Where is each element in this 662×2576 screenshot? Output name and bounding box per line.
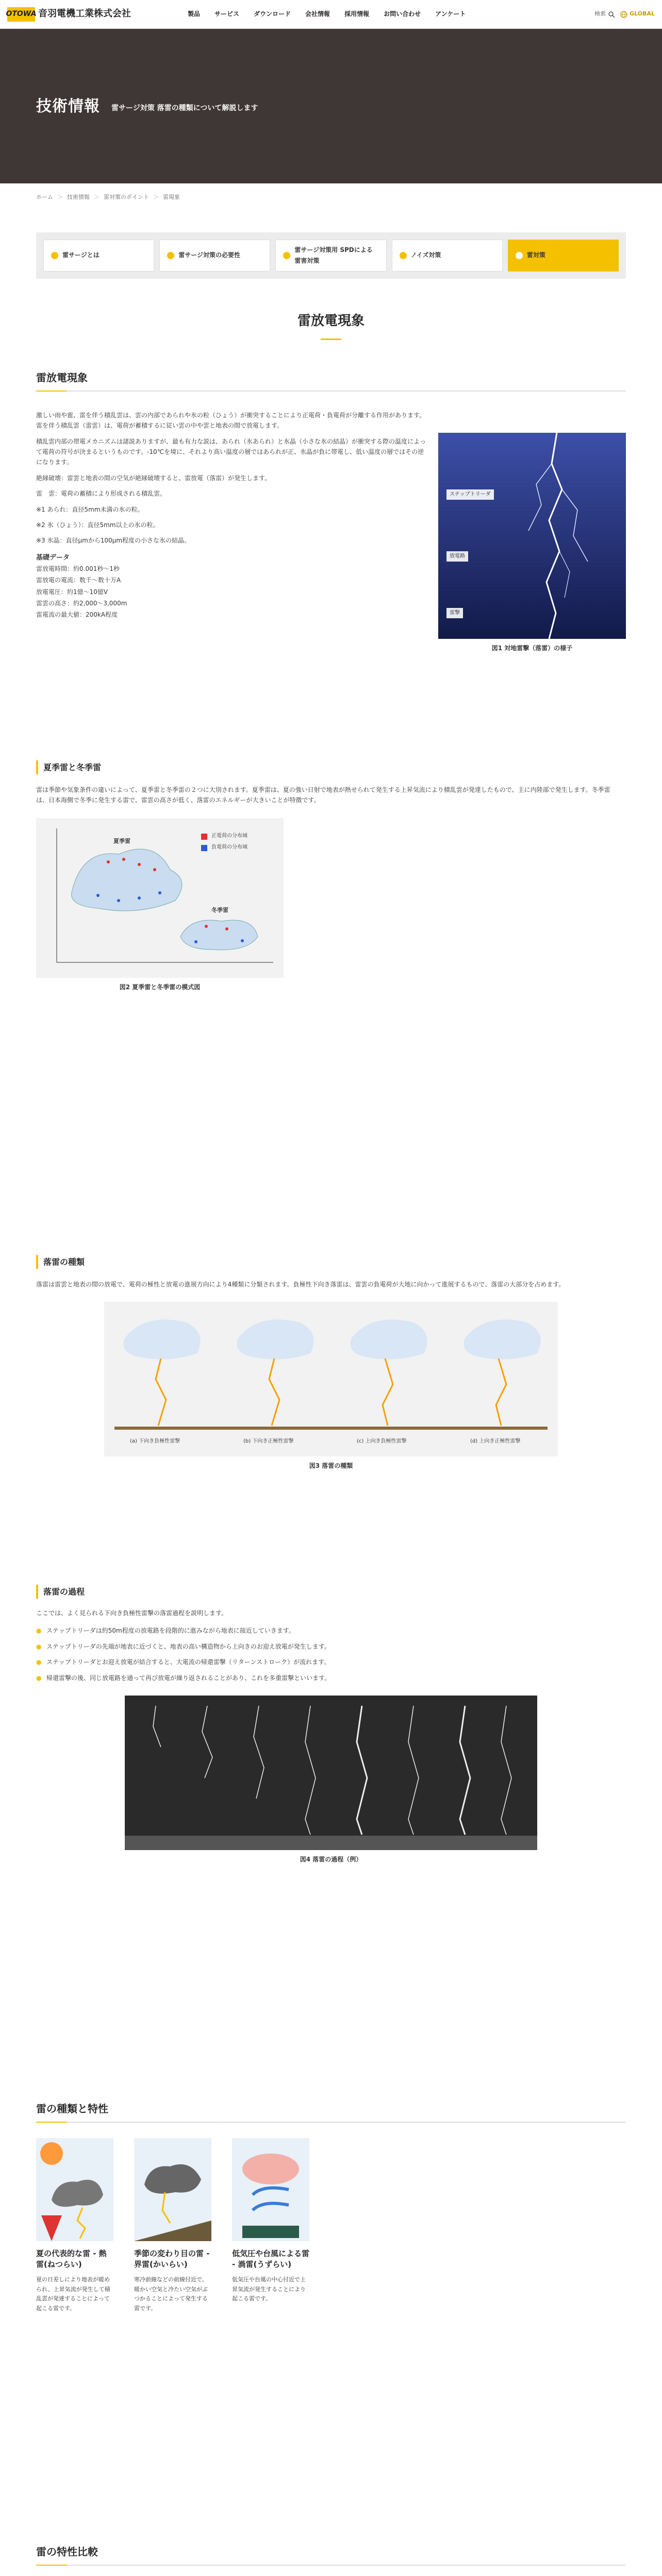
section-comparison (36, 2543, 626, 2576)
process-step: ● ステップトリーダは約50m程度の放電路を段階的に進みながら地表に接近していきます。 (36, 1625, 619, 1636)
figure-caption: 図2 夏季雷と冬季雷の模式図 (119, 983, 201, 991)
tab-necessity[interactable] (159, 240, 270, 272)
figure-note: ステップトリーダ (446, 489, 494, 500)
search-label: 検索 (594, 10, 606, 18)
section-heading: 落雷の種類 (36, 1255, 626, 1269)
trait-text: 低気圧や台風の中心付近で上昇気流が発生することにより起こる雷です。 (232, 2276, 306, 2302)
front-thunder-image (134, 2138, 211, 2241)
cloud-diagram-graphic (36, 818, 284, 978)
site-header (0, 0, 662, 29)
legend-negative: 負電荷の分布域 (211, 844, 247, 850)
paragraph: 落雷は雷雲と地表の間の放電で、電荷の極性と放電の進展方向により4種類に分類されます。負極性下向き落雷は、雷雲の負電荷が大地に向かって進展するもので、落雷の大部分を占めます。 (36, 1281, 565, 1289)
basic-data-item: 雷放電の電流：数千〜数十万A (36, 577, 121, 584)
nav-download[interactable]: ダウンロード (254, 10, 291, 18)
hero-banner (0, 29, 662, 183)
trait-title: 季節の変わり目の雷 - 界雷(かいらい) (134, 2248, 210, 2269)
tab-label: ノイズ対策 (410, 251, 441, 259)
search-icon (608, 11, 615, 18)
figure-caption: 図4 落雷の過程（例） (300, 1856, 362, 1863)
nav-company[interactable]: 会社情報 (305, 10, 330, 18)
tab-label: 雷サージとは (62, 251, 100, 259)
tab-label: 雷対策 (526, 251, 545, 259)
tab-label: 雷サージ対策の必要性 (178, 251, 240, 259)
bullet-icon (400, 252, 407, 259)
type-label: (c) 上向き負極性雷撃 (357, 1438, 407, 1445)
lightning-types-graphic (104, 1302, 558, 1456)
figure-caption: 図1 対地雷撃（落雷）の様子 (491, 644, 573, 652)
trait-card (36, 2138, 113, 2314)
section-heading: 夏季雷と冬季雷 (36, 760, 626, 774)
process-step: ● ステップトリーダとお迎え放電が結合すると、大電流の帰還雷撃（リターンストローク）が流れます。 (36, 1657, 619, 1667)
trait-text: 夏の日差しにより地表が暖められ、上昇気流が発生して積乱雲が発達することによって起こる雷です。 (36, 2276, 110, 2312)
section-characteristics (36, 2100, 626, 2543)
section-summer-winter (36, 760, 626, 1255)
global-nav (172, 9, 594, 19)
summer-winter-diagram (36, 818, 284, 978)
label-summer: 夏季雷 (113, 837, 130, 844)
lightning-image (438, 433, 626, 639)
trait-list (36, 2138, 626, 2314)
section-heading: 雷の特性比較 (36, 2543, 626, 2566)
tab-noise[interactable] (392, 240, 503, 272)
paragraph: 積乱雲内部の帯電メカニズムは諸説ありますが、最も有力な説は、あられ（氷あられ）と氷晶（小さな氷の結晶）が衝突する際の温度によって電荷の符号が決まるというものです。-10℃を境に、それより高い温度の層ではあられが正、氷晶が負に帯電し、低い温度の層ではその逆になります。 (36, 437, 426, 466)
header-tools (594, 9, 655, 19)
trait-card (232, 2138, 309, 2314)
process-diagram (125, 1696, 537, 1850)
global-label: GLOBAL (630, 10, 655, 18)
title-underline (321, 338, 341, 340)
type-label: (b) 下向き正極性雷撃 (243, 1438, 294, 1445)
nav-recruit[interactable]: 採用情報 (344, 10, 370, 18)
trait-title: 低気圧や台風による雷 - 渦雷(うずらい) (232, 2248, 310, 2269)
breadcrumb: ホーム ＞ 技術情報 ＞ 雷対策のポイント ＞ 雷現象 (0, 183, 662, 212)
type-label: (d) 上向き正極性雷撃 (470, 1438, 521, 1445)
basic-data-item: 放電電圧：約1億〜10億V (36, 588, 108, 596)
lightning-bolt-image (438, 433, 626, 639)
process-step: ● 帰還雷撃の後、同じ放電路を通って再び放電が繰り返されることがあり、これを多重雷撃といいます。 (36, 1673, 619, 1683)
main-content (0, 369, 662, 2576)
paragraph: 絶縁破壊：雷雲と地表の間の空気が絶縁破壊すると、雷放電（落雷）が発生します。 (36, 474, 271, 482)
paragraph: ※3 氷晶：直径μmから100μm程度の小さな氷の結晶。 (36, 537, 191, 545)
bullet-icon (167, 252, 174, 259)
tab-surge[interactable] (43, 240, 154, 272)
nav-products[interactable]: 製品 (188, 10, 201, 18)
trait-text: 寒冷前線などの前線付近で、暖かい空気と冷たい空気がぶつかることによって発生する雷です。 (134, 2276, 208, 2312)
section-discharge (36, 369, 626, 760)
process-graphic (125, 1696, 537, 1850)
paragraph: 激しい雨や雹、雷を伴う積乱雲は、雲の内部であられや氷の粒（ひょう）が衝突することにより正電荷・負電荷が分離する作用があります。雷を伴う積乱雲（雷雲）は、電荷が蓄積するに従い雲の中や雲と地表の間で放電します。 (36, 411, 426, 430)
paragraph: ※2 氷（ひょう）：直径5mm以上の氷の粒。 (36, 521, 159, 529)
vortex-thunder-image (232, 2138, 309, 2241)
breadcrumb-current: 雷現象 (163, 194, 180, 200)
trait-card (134, 2138, 211, 2314)
logo-mark: OTOWA (7, 7, 35, 22)
company-name: 音羽電機工業株式会社 (38, 8, 131, 20)
basic-data-title: 基礎データ (36, 553, 70, 562)
company-logo[interactable] (7, 6, 172, 22)
figure-lightning (438, 433, 626, 653)
paragraph: ここでは、よく見られる下向き負極性雷撃の落雷過程を説明します。 (36, 1609, 228, 1617)
page-title: 雷放電現象 (297, 313, 365, 329)
section-text (36, 410, 428, 620)
global-button[interactable] (620, 9, 655, 19)
globe-icon (620, 11, 627, 18)
section-heading: 雷の種類と特性 (36, 2100, 626, 2123)
basic-data-item: 雷放電時間：約0.001秒〜1秒 (36, 565, 120, 572)
process-steps (36, 1625, 619, 1683)
paragraph: 雷 雲：電荷の蓄積により形成される積乱雲。 (36, 490, 167, 498)
nav-contact[interactable]: お問い合わせ (384, 10, 421, 18)
section-heading: 落雷の過程 (36, 1585, 626, 1599)
nav-service[interactable]: サービス (214, 10, 240, 18)
section-types (36, 1255, 626, 1585)
tab-spd[interactable] (275, 240, 386, 272)
type-label: (a) 下向き負極性雷撃 (130, 1438, 180, 1445)
section-process (36, 1585, 626, 2100)
basic-data-item: 雷電流の最大値：200kA程度 (36, 611, 118, 619)
figure-note: 放電路 (446, 551, 468, 562)
heat-thunder-image (36, 2138, 113, 2241)
tab-lightning[interactable] (508, 240, 619, 272)
trait-title: 夏の代表的な雷 - 熱雷(ねつらい) (36, 2248, 107, 2269)
breadcrumb-tech[interactable]: 技術情報 (67, 194, 90, 200)
basic-data-item: 雷雲の高さ：約2,000〜3,000m (36, 600, 127, 607)
label-winter: 冬季雷 (211, 906, 228, 913)
paragraph: ※1 あられ：直径5mm未満の氷の粒。 (36, 505, 144, 513)
breadcrumb-point[interactable]: 雷対策のポイント (104, 194, 149, 200)
figure-note: 雷撃 (446, 608, 463, 618)
hero-subtitle: 雷サージ対策 落雷の種類について解説します (111, 104, 258, 113)
paragraph: 雷は季節や気象条件の違いによって、夏季雷と冬季雷の２つに大別されます。夏季雷は、夏の強い日射で地表が熱せられて発生する上昇気流により積乱雲が発達したもので、主に内陸部で発生します。冬季雷は、日本海側で冬季に発生する雷で、雷雲の高さが低く、落雷のエネルギーが大きいことが特徴です。 (36, 786, 610, 804)
lightning-types-diagram (104, 1302, 558, 1456)
process-step: ● ステップトリーダの先端が地表に近づくと、地表の高い構造物から上向きのお迎え放電が発生します。 (36, 1641, 619, 1652)
hero-title: 技術情報 (36, 97, 100, 115)
topic-tabs (36, 232, 626, 279)
nav-survey[interactable]: アンケート (435, 10, 466, 18)
legend-positive: 正電荷の分布域 (211, 833, 247, 839)
tab-label: 雷サージ対策用 SPDによる雷害対策 (294, 246, 373, 264)
figure-caption: 図3 落雷の種類 (309, 1462, 353, 1470)
bullet-icon (516, 252, 523, 259)
breadcrumb-home[interactable]: ホーム (36, 194, 53, 200)
search-button[interactable] (594, 9, 615, 19)
section-heading: 雷放電現象 (36, 369, 626, 392)
bullet-icon (283, 252, 290, 259)
bullet-icon (51, 252, 58, 259)
